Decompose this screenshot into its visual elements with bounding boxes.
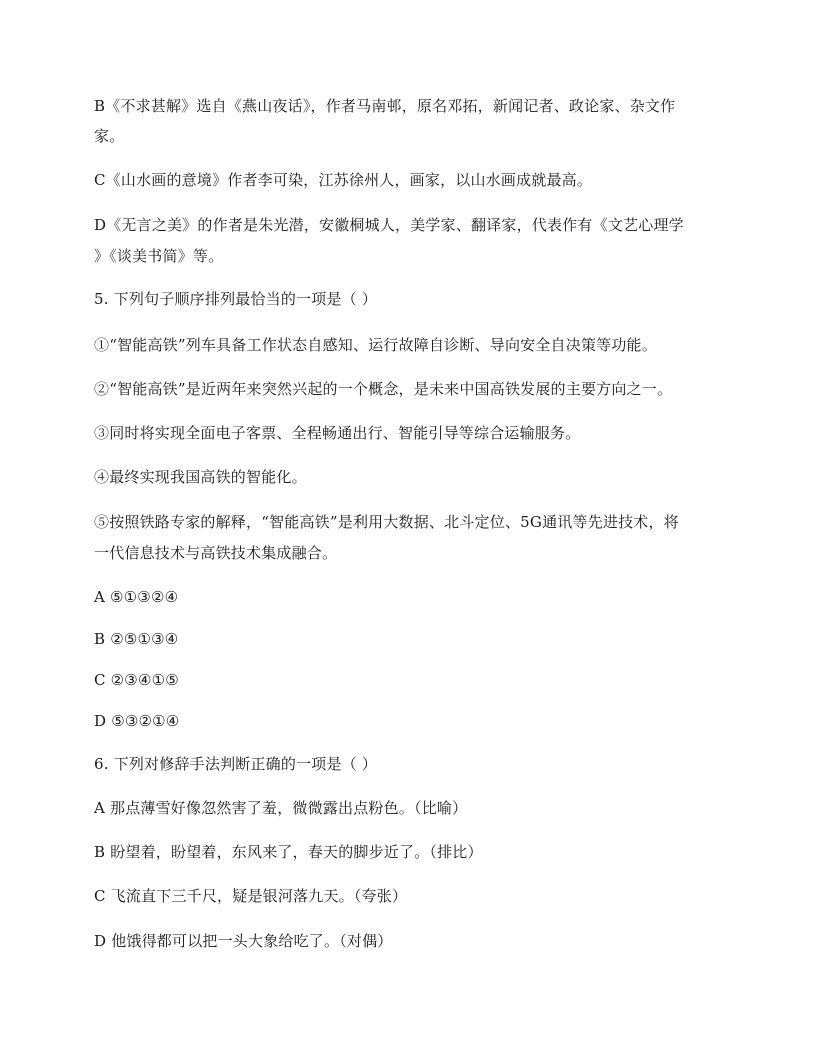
option-c-text: C《山水画的意境》作者李可染，江苏徐州人，画家，以山水画成就最高。 [94, 171, 593, 189]
sentence-5-line1: ⑤按照铁路专家的解释，“智能高铁”是利用大数据、北斗定位、5G通讯等先进技术，将 [94, 513, 679, 531]
q5-option-a: A ⑤①③②④ [94, 588, 179, 606]
q6-option-d: D 他饿得都可以把一头大象给吃了。（对偶） [94, 932, 393, 950]
option-b-text-line2: 家。 [94, 127, 125, 145]
q5-option-b: B ②⑤①③④ [94, 630, 179, 648]
document-page [94, 0, 734, 1056]
q5-option-c: C ②③④①⑤ [94, 671, 179, 689]
q5-option-d: D ⑤③②①④ [94, 712, 180, 730]
q6-option-b: B 盼望着，盼望着，东风来了，春天的脚步近了。（排比） [94, 843, 483, 861]
option-b-text-line1: B《不求甚解》选自《燕山夜话》，作者马南邨，原名邓拓，新闻记者、政论家、杂文作 [94, 97, 676, 115]
option-d-text-line1: D《无言之美》的作者是朱光潜，安徽桐城人，美学家、翻译家，代表作有《文艺心理学 [94, 216, 684, 234]
q6-option-a: A 那点薄雪好像忽然害了羞，微微露出点粉色。（比喻） [94, 799, 468, 817]
sentence-1: ①“智能高铁”列车具备工作状态自感知、运行故障自诊断、导向安全自决策等功能。 [94, 336, 657, 354]
question-6-stem: 6. 下列对修辞手法判断正确的一项是（ ） [94, 755, 378, 773]
sentence-5-line2: 一代信息技术与高铁技术集成融合。 [94, 544, 338, 562]
question-5-stem: 5. 下列句子顺序排列最恰当的一项是（ ） [94, 290, 378, 308]
sentence-2: ②“智能高铁”是近两年来突然兴起的一个概念，是未来中国高铁发展的主要方向之一。 [94, 380, 673, 398]
q6-option-c: C 飞流直下三千尺，疑是银河落九天。（夸张） [94, 887, 408, 905]
option-d-text-line2: 》《谈美书简》等。 [94, 247, 224, 265]
sentence-3: ③同时将实现全面电子客票、全程畅通出行、智能引导等综合运输服务。 [94, 424, 581, 442]
sentence-4: ④最终实现我国高铁的智能化。 [94, 468, 307, 486]
